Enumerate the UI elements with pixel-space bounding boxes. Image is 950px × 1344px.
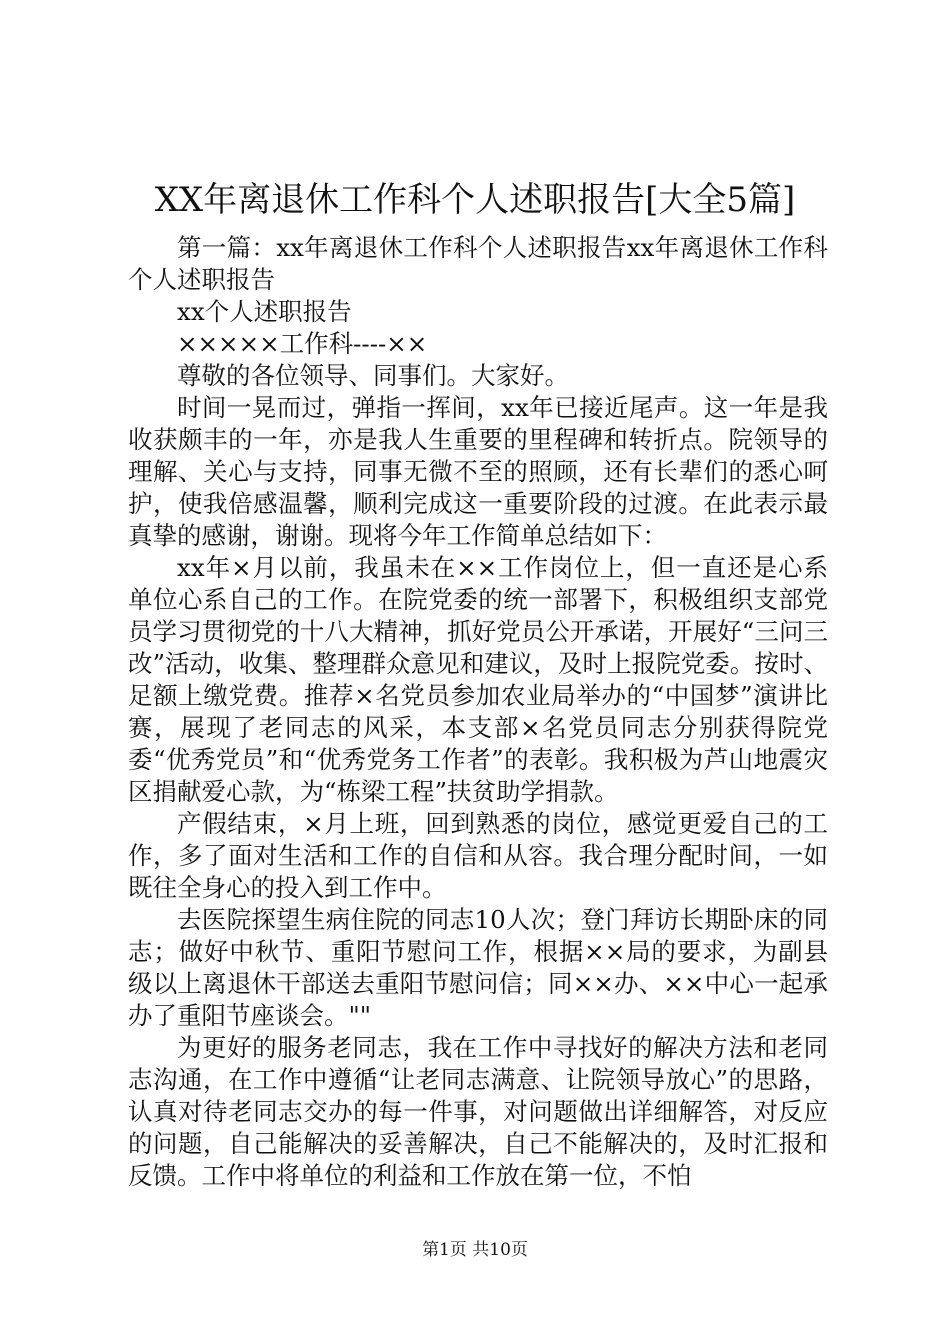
paragraph-party-work: xx年×月以前，我虽未在××工作岗位上，但一直还是心系单位心系自己的工作。在院党委的统一部署下，积极组织支部党员学习贯彻党的十八大精神，抓好党员公开承诺，开展好“三问三改”活动，收集、整理群众意见和建议，及时上报院党委。按时、足额上缴党费。推荐×名党员参加农业局举办的“中国梦”演讲比赛，展现了老同志的风采，本支部×名党员同志分别获得院党委“优秀党员”和“优秀党务工作者”的表彰。我积极为芦山地震灾区捐献爱心款，为“栋梁工程”扶贫助学捐款。 <box>128 553 828 806</box>
paragraph-report-name: xx个人述职报告 <box>177 297 352 326</box>
paragraph-service: 为更好的服务老同志，我在工作中寻找好的解决方法和老同志沟通，在工作中遵循“让老同志满意、让院领导放心”的思路，认真对待老同志交办的每一件事，对问题做出详细解答，对反应的问题，自己能解决的妥善解决，自己不能解决的，及时汇报和反馈。工作中将单位的利益和工作放在第一位，不怕 <box>128 1033 828 1190</box>
paragraph-first-heading: 第一篇：xx年离退休工作科个人述职报告xx年离退休工作科个人述职报告 <box>128 233 828 294</box>
document-body <box>128 232 828 1192</box>
paragraph-department: ×××××工作科----×× <box>177 329 428 358</box>
page-footer: 第1页 共10页 <box>422 1240 528 1260</box>
paragraph-intro: 时间一晃而过，弹指一挥间，xx年已接近尾声。这一年是我收获颇丰的一年，亦是我人生重要的里程碑和转折点。院领导的理解、关心与支持，同事无微不至的照顾，还有长辈们的悉心呵护，使我倍感温馨，顺利完成这一重要阶段的过渡。在此表示最真挚的感谢，谢谢。现将今年工作简单总结如下： <box>128 393 828 550</box>
paragraph-greeting: 尊敬的各位领导、同事们。大家好。 <box>177 361 569 390</box>
document-title: XX年离退休工作科个人述职报告[大全5篇] <box>154 180 796 220</box>
paragraph-visits: 去医院探望生病住院的同志10人次；登门拜访长期卧床的同志；做好中秋节、重阳节慰问工作，根据××局的要求，为副县级以上离退休干部送去重阳节慰问信；同××办、××中心一起承办了重阳节座谈会。"" <box>128 905 828 1030</box>
paragraph-return-to-work: 产假结束，×月上班，回到熟悉的岗位，感觉更爱自己的工作，多了面对生活和工作的自信和从容。我合理分配时间，一如既往全身心的投入到工作中。 <box>128 809 828 902</box>
